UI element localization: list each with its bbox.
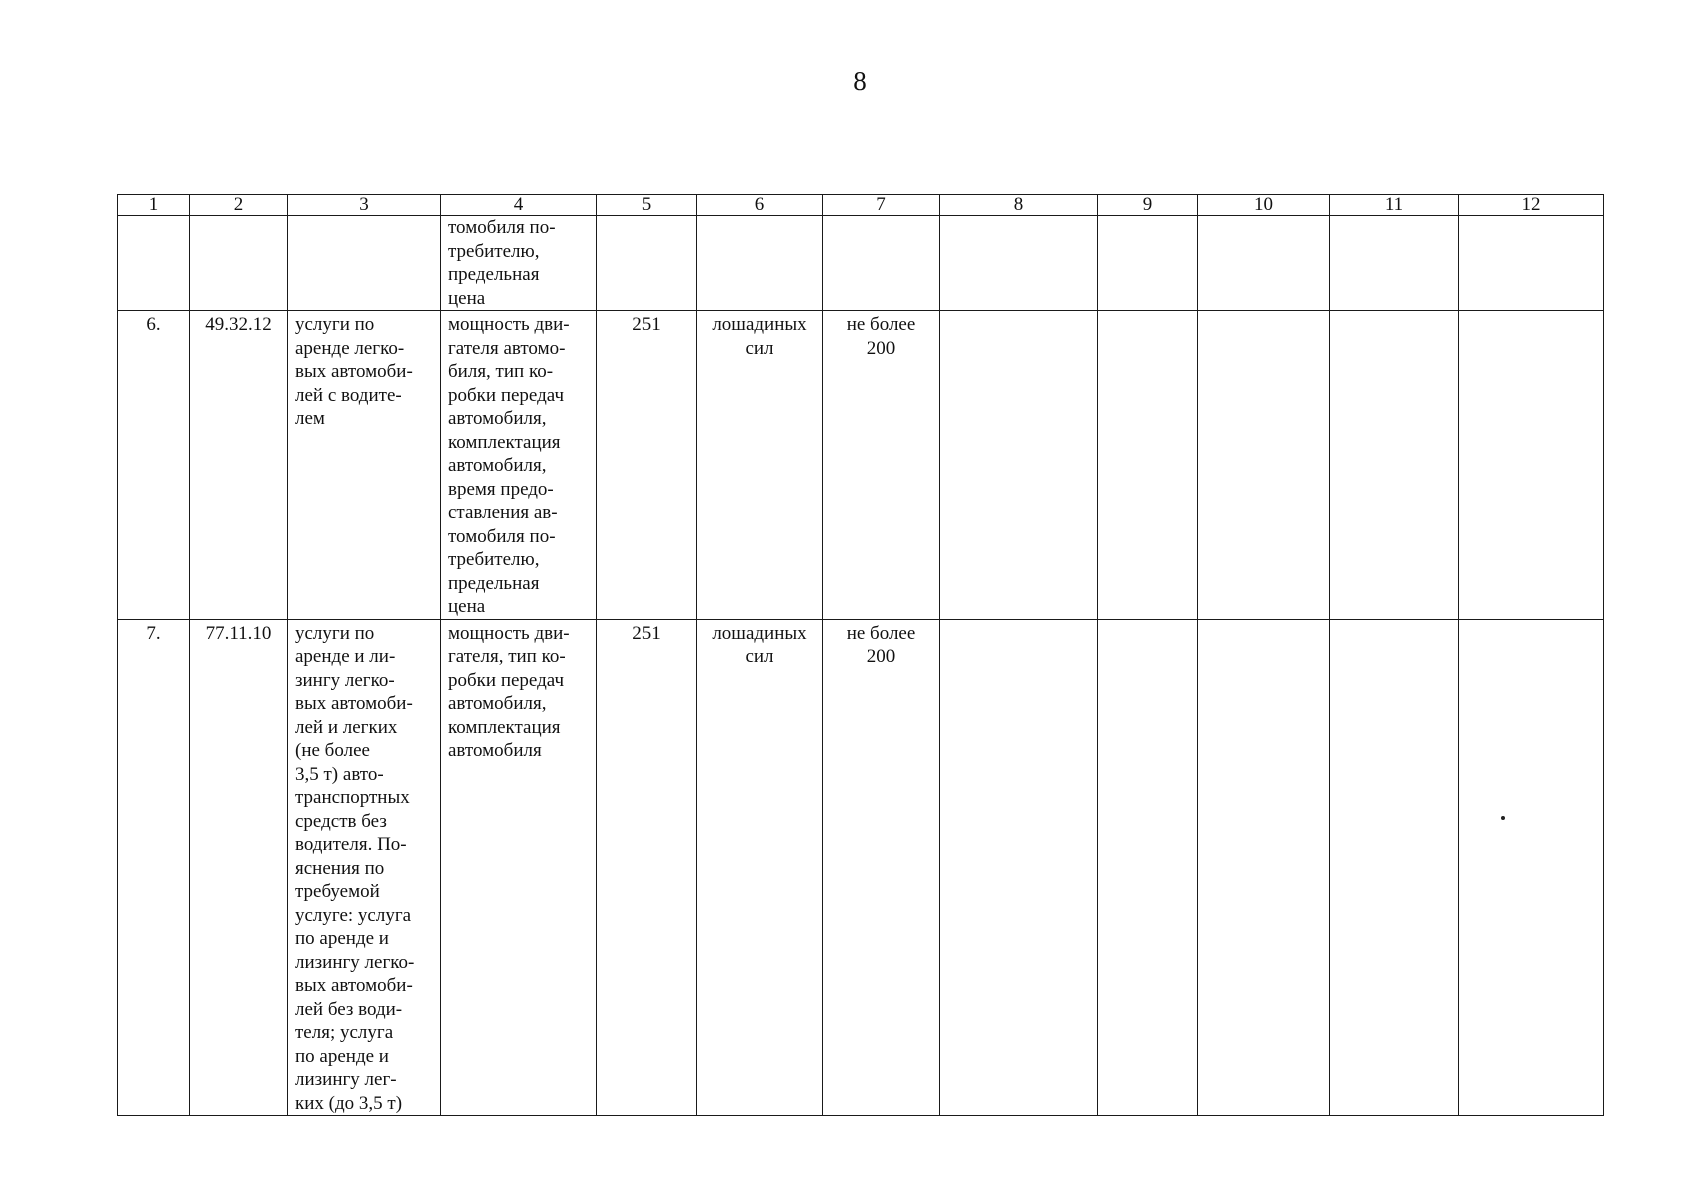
column-header: 11 <box>1330 195 1459 216</box>
table-cell <box>1459 216 1604 311</box>
code-cell: 77.11.10 <box>190 619 288 1116</box>
characteristics-cell: томобиля по- требителю, предельная цена <box>441 216 597 311</box>
table-cell <box>288 216 441 311</box>
column-header: 8 <box>940 195 1098 216</box>
service-cell: услуги по аренде и ли- зингу легко- вых автомоби- лей и легких (не более 3,5 т) авто- транспортных средств без водителя. По- яснения по требуемой услуге: услуга по аренде и лизингу легко- вых автомоби- лей без води- теля; услуга по аренде и лизингу лег- ких (до 3,5 т) <box>288 619 441 1116</box>
table-cell <box>1098 311 1198 620</box>
table-cell <box>1330 311 1459 620</box>
table-cell <box>1459 619 1604 1116</box>
table-cell <box>1098 216 1198 311</box>
table-cell <box>1198 311 1330 620</box>
table-cell <box>1330 216 1459 311</box>
characteristics-cell: мощность дви- гателя автомо- биля, тип ко- робки передач автомобиля, комплектация автомобиля, время предо- ставления ав- томобиля по- требителю, предельная цена <box>441 311 597 620</box>
table-cell <box>1330 619 1459 1116</box>
column-header: 10 <box>1198 195 1330 216</box>
table-cell <box>940 619 1098 1116</box>
characteristics-cell: мощность дви- гателя, тип ко- робки передач автомобиля, комплектация автомобиля <box>441 619 597 1116</box>
value-cell: не более 200 <box>823 619 940 1116</box>
table-cell <box>940 311 1098 620</box>
column-header: 5 <box>597 195 697 216</box>
column-header: 4 <box>441 195 597 216</box>
service-cell: услуги по аренде легко- вых автомоби- лей с водите- лем <box>288 311 441 620</box>
table-cell <box>118 216 190 311</box>
column-header: 3 <box>288 195 441 216</box>
requirements-table <box>117 194 1604 1116</box>
table-cell <box>940 216 1098 311</box>
column-header: 7 <box>823 195 940 216</box>
table-cell <box>1098 619 1198 1116</box>
column-header: 1 <box>118 195 190 216</box>
table-cell <box>1459 311 1604 620</box>
table-row-continuation <box>118 216 1604 311</box>
table-row <box>118 311 1604 620</box>
table-row <box>118 619 1604 1116</box>
column-header: 6 <box>697 195 823 216</box>
table-cell <box>1198 619 1330 1116</box>
value-cell: не более 200 <box>823 311 940 620</box>
okei-code-cell: 251 <box>597 311 697 620</box>
table-cell <box>697 216 823 311</box>
page-number: 8 <box>853 66 867 96</box>
table-cell <box>597 216 697 311</box>
unit-cell: лошадиных сил <box>697 311 823 620</box>
table-cell <box>823 216 940 311</box>
column-number-row <box>118 195 1604 216</box>
code-cell: 49.32.12 <box>190 311 288 620</box>
table-cell <box>190 216 288 311</box>
row-number-cell: 7. <box>118 619 190 1116</box>
unit-cell: лошадиных сил <box>697 619 823 1116</box>
okei-code-cell: 251 <box>597 619 697 1116</box>
scan-speck <box>1501 816 1505 820</box>
row-number-cell: 6. <box>118 311 190 620</box>
column-header: 9 <box>1098 195 1198 216</box>
table-cell <box>1198 216 1330 311</box>
column-header: 2 <box>190 195 288 216</box>
column-header: 12 <box>1459 195 1604 216</box>
